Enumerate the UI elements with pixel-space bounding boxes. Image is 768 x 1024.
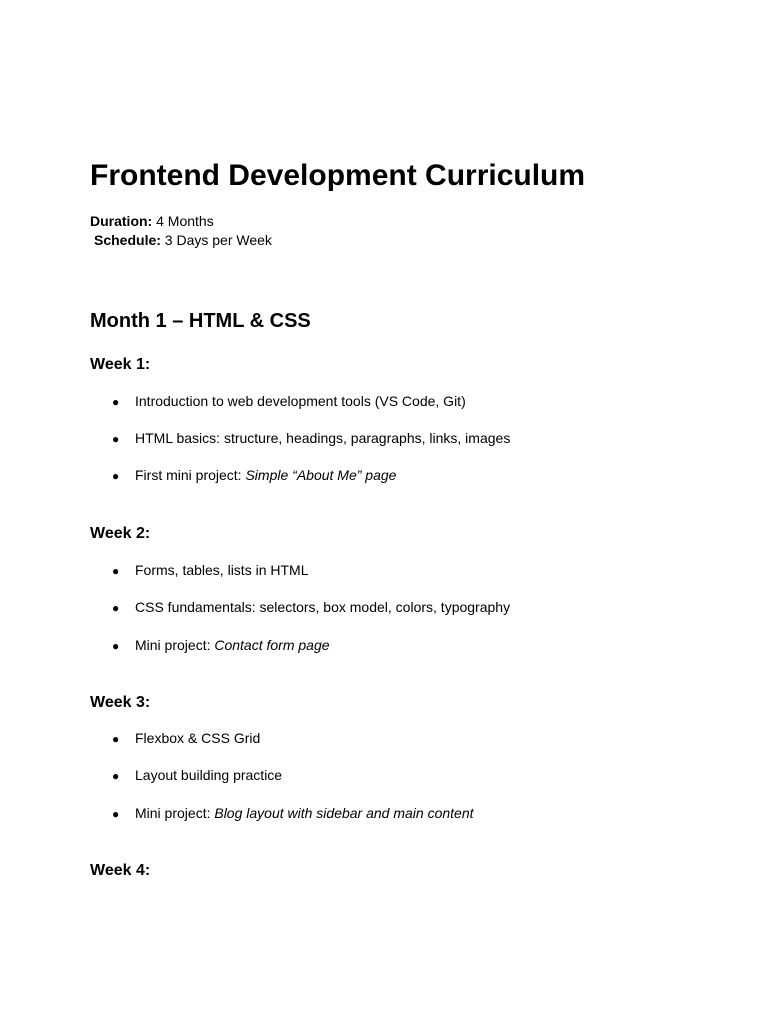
duration-line [90,212,214,230]
list-item: ● Flexbox & CSS Grid [112,730,261,746]
schedule-value: 3 Days per Week [164,232,272,248]
bullet-icon: ● [112,639,120,653]
list-item: ● Mini project: Contact form page [112,637,330,653]
bullet-icon: ● [112,601,120,615]
bullet-icon: ● [112,807,120,821]
month-1-heading: Month 1 – HTML & CSS [90,310,311,332]
list-item: ● Mini project: Blog layout with sidebar and main content [112,805,474,821]
week-1-heading: Week 1: [90,356,151,373]
week-3-heading: Week 3: [90,694,151,711]
document-title: Frontend Development Curriculum [90,159,586,192]
bullet-icon: ● [112,732,120,746]
list-item: ● HTML basics: structure, headings, paragraphs, links, images [112,430,511,446]
duration-label: Duration: [90,213,153,229]
list-item: ● CSS fundamentals: selectors, box model, colors, typography [112,599,511,615]
bullet-icon: ● [112,564,120,578]
bullet-icon: ● [112,395,120,409]
bullet-icon: ● [112,469,120,483]
list-item: ● First mini project: Simple “About Me” page [112,467,397,483]
list-item: ● Introduction to web development tools (VS Code, Git) [112,393,466,409]
week-4-heading: Week 4: [90,862,151,879]
list-item: ● Layout building practice [112,767,283,783]
bullet-icon: ● [112,432,120,446]
schedule-line [94,231,272,249]
duration-value: 4 Months [156,213,214,229]
list-item: ● Forms, tables, lists in HTML [112,562,309,578]
schedule-label: Schedule: [94,232,161,248]
bullet-icon: ● [112,769,120,783]
week-2-heading: Week 2: [90,525,151,542]
